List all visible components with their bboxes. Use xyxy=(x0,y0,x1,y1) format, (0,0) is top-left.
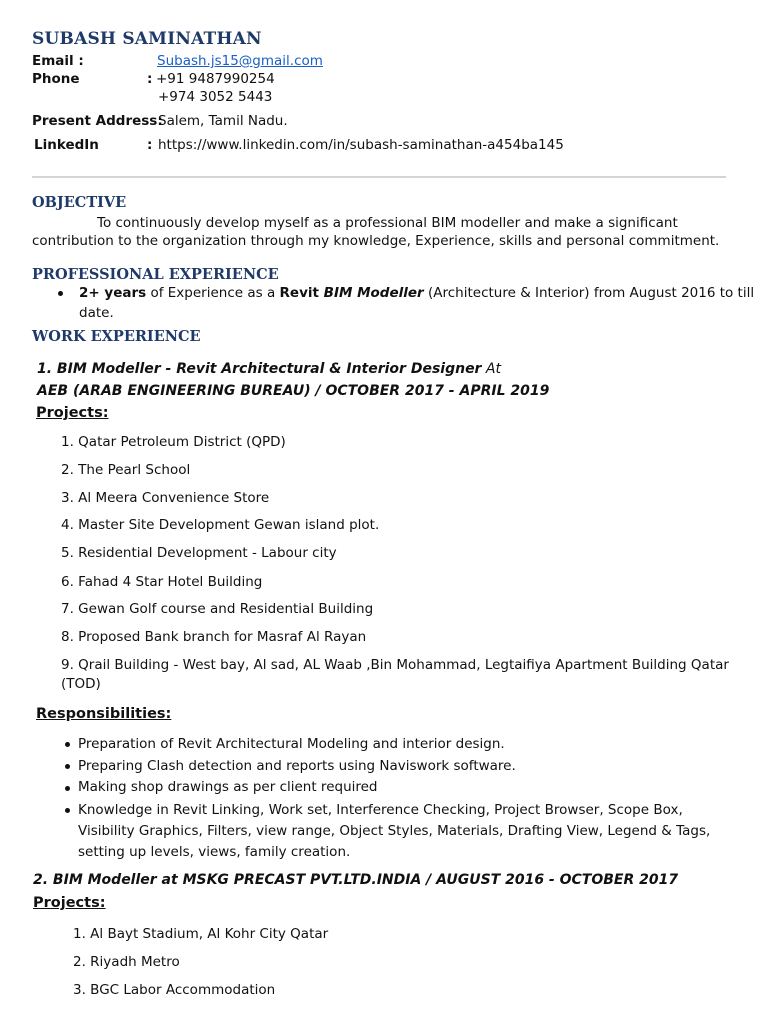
project-item: 6. Fahad 4 Star Hotel Building xyxy=(61,574,263,590)
bullet-icon xyxy=(65,786,70,791)
work-experience-heading: WORK EXPERIENCE xyxy=(32,328,201,345)
phone-label: Phone xyxy=(32,71,80,87)
professional-experience-heading: PROFESSIONAL EXPERIENCE xyxy=(32,266,279,283)
bullet-icon xyxy=(58,291,63,296)
job-1-company: AEB (ARAB ENGINEERING BUREAU) / OCTOBER 2017 - APRIL 2019 xyxy=(37,383,550,399)
bullet-icon xyxy=(65,808,70,813)
objective-heading: OBJECTIVE xyxy=(32,194,127,211)
project-item: 8. Proposed Bank branch for Masraf Al Rayan xyxy=(61,629,367,645)
bullet-icon xyxy=(65,742,70,747)
project-item: 3. BGC Labor Accommodation xyxy=(73,982,276,998)
job-2-title: 2. BIM Modeller at MSKG PRECAST PVT.LTD.INDIA / AUGUST 2016 - OCTOBER 2017 xyxy=(33,872,679,888)
phone-secondary: +974 3052 5443 xyxy=(158,89,273,105)
job-2-projects-label: Projects: xyxy=(33,895,106,911)
responsibility-item: Knowledge in Revit Linking, Work set, Interference Checking, Project Browser, Scope Box, Visibility Graphics, Filters, view range, Object Styles, Materials, Drafting View, Legend & Tags, setting up levels, views, family creation. xyxy=(78,802,711,860)
candidate-name: SUBASH SAMINATHAN xyxy=(32,29,262,49)
phone-colon: : xyxy=(147,71,153,87)
project-item: 7. Gewan Golf course and Residential Building xyxy=(61,601,374,617)
objective-line-2: contribution to the organization through my knowledge, Experience, skills and personal commitment. xyxy=(32,233,720,249)
job-1-title: 1. BIM Modeller - Revit Architectural & Interior Designer At xyxy=(37,361,501,377)
responsibility-item: Preparation of Revit Architectural Modeling and interior design. xyxy=(78,736,505,752)
phone-primary: +91 9487990254 xyxy=(156,71,275,87)
linkedin-colon: : xyxy=(147,137,153,153)
experience-summary: 2+ years of Experience as a Revit BIM Modeller (Architecture & Interior) from August 2016 to till xyxy=(79,285,755,301)
experience-summary-cont: date. xyxy=(79,305,114,321)
project-item: 5. Residential Development - Labour city xyxy=(61,545,337,561)
email-label: Email : xyxy=(32,53,84,69)
linkedin-label: LinkedIn xyxy=(34,137,99,153)
header-divider xyxy=(32,176,726,178)
project-item: 9. Qrail Building - West bay, Al sad, AL Waab ,Bin Mohammad, Legtaifiya Apartment Building Qatar xyxy=(61,657,729,673)
project-item-cont: (TOD) xyxy=(61,676,101,692)
job-1-projects-label: Projects: xyxy=(36,405,109,421)
project-item: 1. Qatar Petroleum District (QPD) xyxy=(61,434,286,450)
responsibility-item: Making shop drawings as per client required xyxy=(78,779,378,795)
address-value: Salem, Tamil Nadu. xyxy=(158,113,288,129)
email-link[interactable]: Subash.js15@gmail.com xyxy=(157,53,323,69)
responsibilities-label: Responsibilities: xyxy=(36,706,172,722)
project-item: 2. Riyadh Metro xyxy=(73,954,180,970)
address-label: Present Address: xyxy=(32,113,163,129)
objective-line-1: To continuously develop myself as a professional BIM modeller and make a significant xyxy=(97,215,678,231)
linkedin-url[interactable]: https://www.linkedin.com/in/subash-saminathan-a454ba145 xyxy=(158,137,564,153)
project-item: 4. Master Site Development Gewan island plot. xyxy=(61,517,380,533)
responsibility-item: Preparing Clash detection and reports using Naviswork software. xyxy=(78,758,516,774)
project-item: 2. The Pearl School xyxy=(61,462,191,478)
project-item: 3. Al Meera Convenience Store xyxy=(61,490,270,506)
bullet-icon xyxy=(65,764,70,769)
project-item: 1. Al Bayt Stadium, Al Kohr City Qatar xyxy=(73,926,329,942)
